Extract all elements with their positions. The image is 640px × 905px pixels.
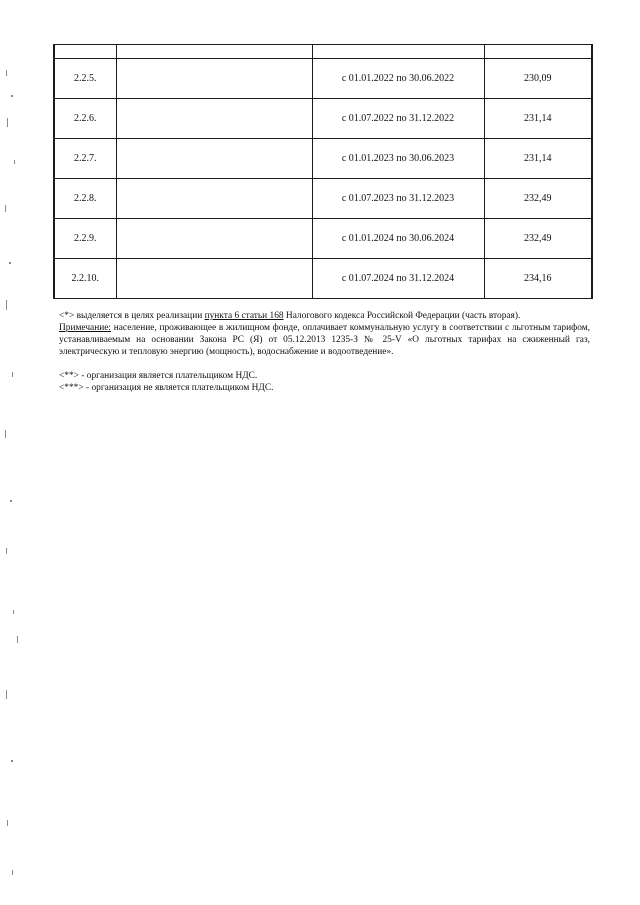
note-text: население, проживающее в жилищном фонде, оплачивает коммунальную услугу в соответствии с льготным тарифом, устанавливаемым на основании Закона РС (Я) от 05.12.2013 1235-З № 25-V «О льготных тарифах на сжиженный газ, электрическую и тепловую энергию (мощность), водоснабжение и водоотведение». [59,323,590,357]
table-row [54,139,592,179]
table-row [54,59,592,99]
table-row [54,99,592,139]
tariff-value: 231,14 [484,139,592,179]
note-label: Примечание: [59,323,112,333]
tariff-table [53,44,593,299]
empty-cell [116,59,312,99]
footnote-star [59,310,590,322]
footnote-star-prefix: <*> выделяется в целях реализации [59,311,205,321]
empty-cell [116,179,312,219]
stub-cell [484,45,592,59]
table-row-continuation [54,45,592,59]
row-number: 2.2.8. [54,179,116,219]
stub-cell [116,45,312,59]
tariff-value: 232,49 [484,179,592,219]
empty-cell [116,219,312,259]
footnote-triple-star: <***> - организация не является плательщиком НДС. [59,383,274,393]
table-row [54,219,592,259]
tax-code-link[interactable]: пункта 6 статьи 168 [204,311,284,321]
scan-edge-marks [0,0,22,905]
tariff-value: 230,09 [484,59,592,99]
row-number: 2.2.6. [54,99,116,139]
period-cell: с 01.07.2022 по 31.12.2022 [312,99,484,139]
period-cell: с 01.07.2023 по 31.12.2023 [312,179,484,219]
period-cell: с 01.07.2024 по 31.12.2024 [312,259,484,299]
table-row [54,259,592,299]
row-number: 2.2.9. [54,219,116,259]
tariff-value: 234,16 [484,259,592,299]
row-number: 2.2.10. [54,259,116,299]
period-cell: с 01.01.2024 по 30.06.2024 [312,219,484,259]
empty-cell [116,99,312,139]
row-number: 2.2.7. [54,139,116,179]
footnotes [59,310,590,394]
tariff-value: 232,49 [484,219,592,259]
footnote-star-suffix: Налогового кодекса Российской Федерации (часть вторая). [283,311,521,321]
tariff-value: 231,14 [484,99,592,139]
period-cell: с 01.01.2022 по 30.06.2022 [312,59,484,99]
stub-cell [54,45,116,59]
table-row [54,179,592,219]
empty-cell [116,139,312,179]
row-number: 2.2.5. [54,59,116,99]
empty-cell [116,259,312,299]
spacer [59,358,590,370]
stub-cell [312,45,484,59]
period-cell: с 01.01.2023 по 30.06.2023 [312,139,484,179]
note-paragraph [59,322,590,358]
footnote-double-star: <**> - организация является плательщиком НДС. [59,371,258,381]
